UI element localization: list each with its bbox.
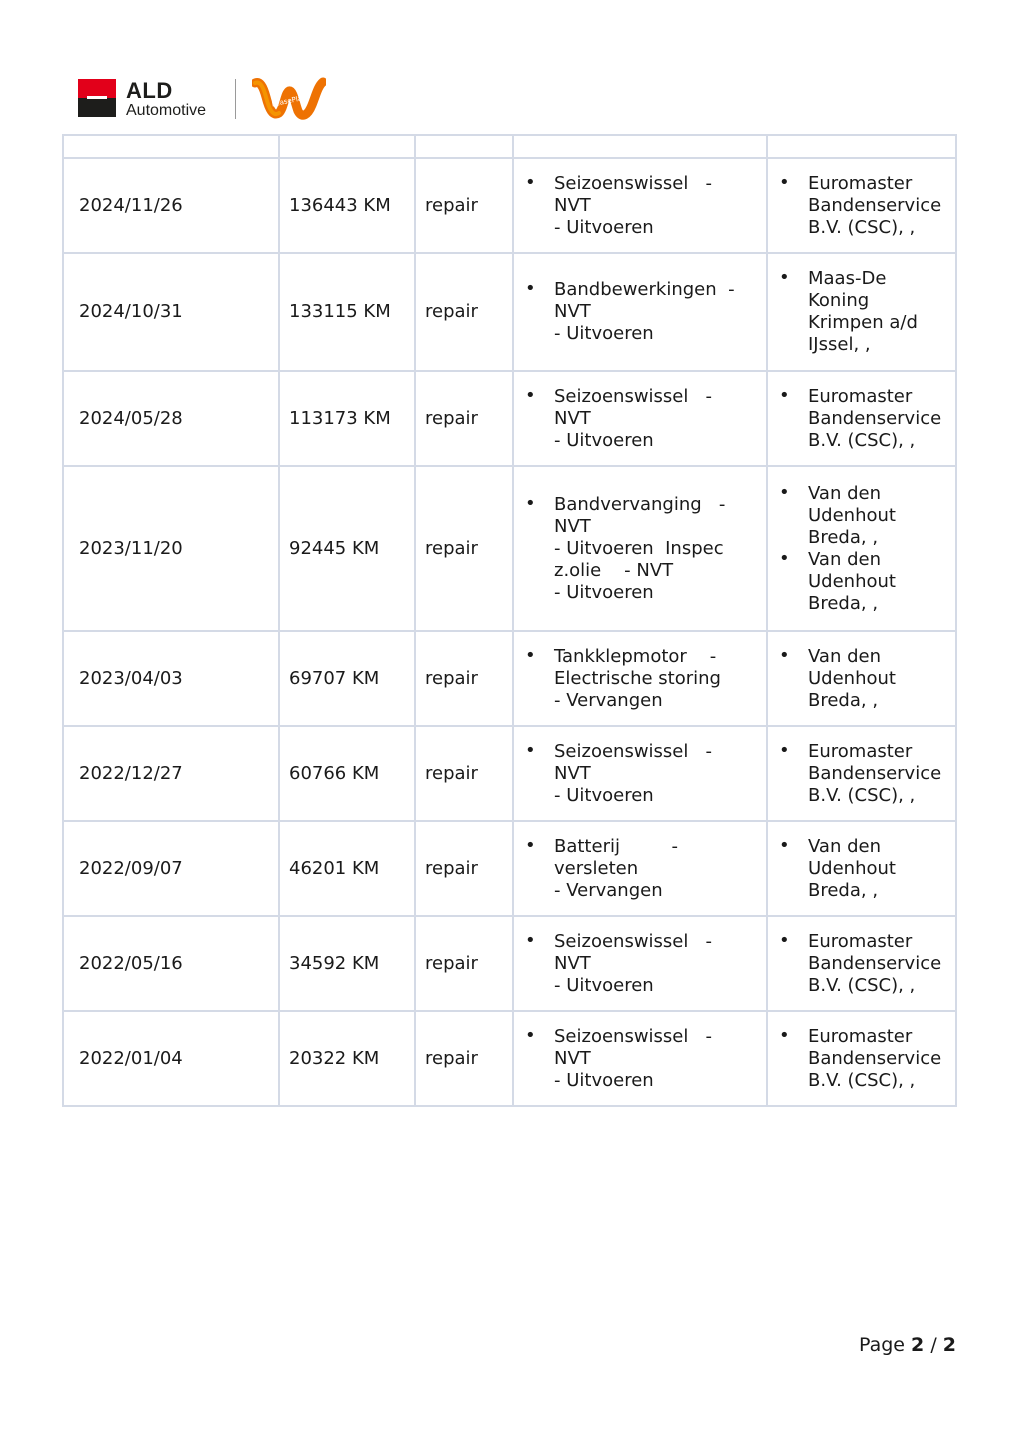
odometer-cell: 69707 KM — [279, 631, 415, 726]
work-cell — [513, 631, 767, 726]
supplier-item: • Van den Udenhout Breda, , — [808, 483, 949, 549]
odometer-cell: 136443 KM — [279, 158, 415, 253]
maintenance-history-table — [62, 134, 957, 1107]
date-cell: 2022/05/16 — [63, 916, 279, 1011]
type-cell: repair — [415, 631, 513, 726]
ald-automotive-logo — [78, 79, 218, 121]
supplier-item: • Maas-De Koning Krimpen a/d IJssel, , — [808, 268, 949, 356]
table-row — [63, 253, 956, 371]
header-cell — [767, 135, 956, 158]
supplier-cell — [767, 1011, 956, 1106]
odometer-cell: 60766 KM — [279, 726, 415, 821]
odometer-cell: 133115 KM — [279, 253, 415, 371]
table-row — [63, 821, 956, 916]
supplier-list — [808, 1026, 949, 1092]
supplier-list — [808, 268, 949, 356]
supplier-item: • Euromaster Bandenservice B.V. (CSC), , — [808, 741, 949, 807]
work-description: • Seizoenswissel - NVT - Uitvoeren — [554, 931, 756, 997]
odometer-cell: 46201 KM — [279, 821, 415, 916]
supplier-list — [808, 931, 949, 997]
date-cell: 2022/01/04 — [63, 1011, 279, 1106]
work-description: • Seizoenswissel - NVT - Uitvoeren — [554, 173, 756, 239]
supplier-list — [808, 173, 949, 239]
supplier-item: • Van den Udenhout Breda, , — [808, 646, 949, 712]
work-cell — [513, 726, 767, 821]
table-row — [63, 371, 956, 466]
odometer-cell: 92445 KM — [279, 466, 415, 631]
date-cell: 2023/11/20 — [63, 466, 279, 631]
table-row — [63, 466, 956, 631]
supplier-item: • Euromaster Bandenservice B.V. (CSC), , — [808, 173, 949, 239]
page-total: 2 — [942, 1334, 956, 1356]
leaseplan-logo-text: LeasePlan — [270, 93, 308, 109]
date-cell: 2022/12/27 — [63, 726, 279, 821]
odometer-cell: 20322 KM — [279, 1011, 415, 1106]
type-cell: repair — [415, 726, 513, 821]
table-row — [63, 1011, 956, 1106]
work-description: • Bandvervanging - NVT - Uitvoeren Inspec z.olie - NVT - Uitvoeren — [554, 494, 756, 604]
supplier-list — [808, 836, 949, 902]
odometer-cell: 113173 KM — [279, 371, 415, 466]
supplier-item: • Euromaster Bandenservice B.V. (CSC), , — [808, 386, 949, 452]
supplier-cell — [767, 466, 956, 631]
work-cell — [513, 371, 767, 466]
type-cell: repair — [415, 158, 513, 253]
date-cell: 2023/04/03 — [63, 631, 279, 726]
page-label: Page — [858, 1334, 905, 1356]
work-cell — [513, 253, 767, 371]
page-current: 2 — [911, 1334, 925, 1356]
type-cell: repair — [415, 1011, 513, 1106]
date-cell: 2024/11/26 — [63, 158, 279, 253]
work-cell — [513, 821, 767, 916]
supplier-list — [808, 741, 949, 807]
supplier-cell — [767, 916, 956, 1011]
supplier-item: • Euromaster Bandenservice B.V. (CSC), , — [808, 931, 949, 997]
supplier-item: • Van den Udenhout Breda, , — [808, 549, 949, 615]
table-row — [63, 726, 956, 821]
table-row — [63, 158, 956, 253]
supplier-cell — [767, 253, 956, 371]
work-cell — [513, 1011, 767, 1106]
odometer-cell: 34592 KM — [279, 916, 415, 1011]
work-cell — [513, 916, 767, 1011]
supplier-list — [808, 386, 949, 452]
header-cell — [513, 135, 767, 158]
work-description: • Seizoenswissel - NVT - Uitvoeren — [554, 741, 756, 807]
date-cell: 2024/05/28 — [63, 371, 279, 466]
supplier-item: • Van den Udenhout Breda, , — [808, 836, 949, 902]
work-description: • Seizoenswissel - NVT - Uitvoeren — [554, 386, 756, 452]
header-cell — [63, 135, 279, 158]
work-description: • Bandbewerkingen - NVT - Uitvoeren — [554, 279, 756, 345]
work-cell — [513, 466, 767, 631]
header-cell — [279, 135, 415, 158]
type-cell: repair — [415, 253, 513, 371]
work-cell — [513, 158, 767, 253]
supplier-cell — [767, 726, 956, 821]
work-description: • Seizoenswissel - NVT - Uitvoeren — [554, 1026, 756, 1092]
supplier-list — [808, 646, 949, 712]
table-row — [63, 631, 956, 726]
supplier-cell — [767, 158, 956, 253]
leaseplan-logo — [252, 77, 326, 121]
supplier-list — [808, 483, 949, 615]
page-number — [859, 1334, 956, 1356]
table-row — [63, 916, 956, 1011]
header-cell — [415, 135, 513, 158]
type-cell: repair — [415, 466, 513, 631]
supplier-cell — [767, 631, 956, 726]
supplier-cell — [767, 371, 956, 466]
date-cell: 2024/10/31 — [63, 253, 279, 371]
ald-logo-subtitle: Automotive — [126, 102, 207, 119]
date-cell: 2022/09/07 — [63, 821, 279, 916]
type-cell: repair — [415, 916, 513, 1011]
type-cell: repair — [415, 821, 513, 916]
ald-logo-name: ALD — [126, 78, 173, 103]
table-header-row — [63, 135, 956, 158]
work-description: • Batterij - versleten - Vervangen — [554, 836, 756, 902]
ald-logo-mark — [78, 79, 116, 117]
supplier-cell — [767, 821, 956, 916]
supplier-item: • Euromaster Bandenservice B.V. (CSC), , — [808, 1026, 949, 1092]
page-separator: / — [930, 1334, 937, 1356]
work-description: • Tankklepmotor - Electrische storing - Vervangen — [554, 646, 756, 712]
type-cell: repair — [415, 371, 513, 466]
logo-divider — [235, 79, 236, 119]
